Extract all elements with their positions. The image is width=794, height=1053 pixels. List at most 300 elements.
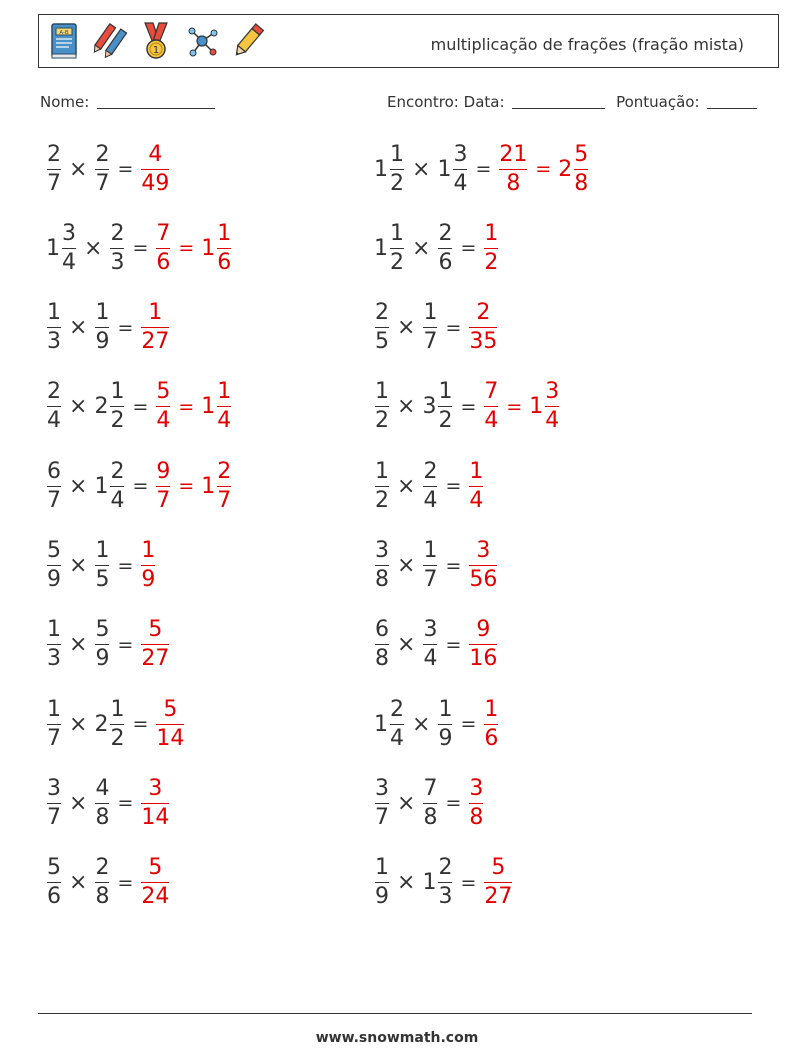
operand-a (46, 775, 62, 830)
denominator: 8 (423, 804, 438, 830)
numerator: 2 (217, 458, 232, 484)
numerator: 3 (469, 775, 484, 801)
numerator: 21 (499, 141, 528, 167)
fraction (468, 619, 498, 670)
whole-number: 1 (94, 473, 109, 499)
denominator: 6 (47, 884, 61, 910)
fraction (374, 302, 390, 353)
numerator: 3 (453, 141, 468, 167)
answer (155, 381, 232, 432)
operand-a (46, 458, 62, 513)
denominator: 2 (390, 249, 404, 275)
numerator: 1 (375, 379, 389, 405)
answer-fraction (140, 619, 170, 670)
times-sign: × (397, 632, 416, 658)
answer-fraction (498, 141, 528, 196)
numerator: 1 (110, 696, 125, 722)
fraction (374, 540, 390, 591)
fraction (46, 141, 62, 196)
denominator: 7 (47, 487, 61, 513)
fraction (468, 775, 484, 830)
numerator: 1 (95, 300, 110, 326)
times-sign: × (69, 711, 88, 737)
operand-b (94, 775, 110, 830)
equals-sign: = (445, 792, 462, 815)
operand-a (46, 857, 62, 908)
numerator: 1 (438, 379, 453, 405)
denominator: 7 (95, 170, 110, 196)
equals-sign: = (460, 713, 477, 736)
numerator: 1 (148, 300, 163, 326)
answer (140, 141, 170, 196)
denominator: 3 (47, 329, 61, 355)
header-icons (45, 21, 267, 61)
numerator: 5 (95, 617, 110, 643)
numerator: 1 (141, 538, 156, 563)
problem-item (46, 295, 170, 361)
fraction (422, 619, 438, 670)
operand-b (422, 302, 438, 353)
denominator: 4 (423, 487, 438, 513)
numerator: 2 (423, 458, 438, 484)
fraction (389, 141, 405, 196)
problem-item (46, 453, 232, 519)
denominator: 3 (438, 884, 453, 910)
footer-url: www.snowmath.com (315, 1030, 479, 1046)
denominator: 4 (110, 487, 125, 513)
times-sign: × (69, 156, 88, 182)
operand-a (46, 619, 62, 670)
numerator: 1 (423, 538, 438, 563)
denominator: 7 (217, 487, 232, 513)
numerator: 3 (375, 775, 389, 801)
equals-sign: = (117, 554, 134, 577)
problem-item (46, 136, 170, 202)
problem-item (46, 374, 232, 440)
numerator: 1 (47, 617, 61, 643)
book-cover-label: A-B (59, 29, 69, 36)
fraction (422, 302, 438, 353)
fraction (389, 220, 405, 275)
encounter-date-score-fields (387, 93, 757, 111)
problem-item (46, 533, 156, 599)
numerator: 1 (47, 300, 61, 326)
numerator: 5 (148, 855, 163, 881)
numerator: 2 (438, 220, 453, 246)
denominator: 14 (156, 725, 185, 751)
numerator: 1 (390, 141, 404, 167)
answer-fraction (140, 540, 156, 591)
denominator: 8 (375, 646, 389, 672)
whole-number: 1 (201, 235, 216, 261)
denominator: 9 (438, 725, 453, 751)
numerator: 2 (47, 379, 61, 405)
denominator: 6 (438, 249, 453, 275)
operand-a (46, 141, 62, 196)
operand-a (374, 696, 405, 751)
equals-sign: = (460, 237, 477, 260)
denominator: 4 (217, 408, 232, 434)
denominator: 27 (141, 329, 170, 355)
operand-a (374, 857, 390, 908)
problem-item (374, 374, 560, 440)
answer (468, 458, 484, 513)
operand-b (94, 458, 125, 513)
equals-sign: = (460, 395, 477, 418)
times-sign: × (69, 870, 88, 896)
times-sign: × (69, 553, 88, 578)
name-blank[interactable] (97, 95, 215, 109)
fraction (109, 381, 125, 432)
denominator: 7 (156, 487, 171, 513)
denominator: 9 (95, 329, 110, 355)
numerator: 9 (156, 458, 171, 484)
fraction (46, 857, 62, 908)
fraction (155, 696, 185, 751)
equals-sign: = (132, 237, 149, 260)
denominator: 7 (47, 804, 61, 830)
fraction (94, 540, 110, 591)
whole-number: 1 (46, 235, 60, 261)
denominator: 4 (423, 646, 438, 672)
fraction (483, 696, 499, 751)
numerator: 5 (156, 379, 171, 405)
times-sign: × (397, 394, 416, 420)
answer (155, 220, 232, 275)
operand-b (422, 381, 453, 432)
molecule-icon (183, 21, 221, 61)
equals-sign: = (506, 395, 523, 418)
denominator: 2 (438, 408, 453, 434)
worksheet-title: multiplicação de frações (fração mista) (430, 35, 744, 54)
numerator: 5 (574, 141, 589, 167)
fraction (216, 458, 232, 513)
equals-sign: = (475, 158, 492, 180)
denominator: 8 (469, 804, 484, 830)
operand-a (374, 619, 390, 670)
whole-number: 1 (201, 394, 216, 420)
denominator: 49 (141, 170, 170, 196)
equals-sign: = (132, 713, 149, 736)
answer-mixed-number (201, 220, 232, 275)
operand-b (437, 141, 468, 196)
equals-sign: = (117, 316, 134, 339)
denominator: 27 (484, 884, 513, 910)
problem-item (374, 533, 498, 599)
numerator: 2 (95, 855, 110, 881)
answer-fraction (140, 775, 170, 830)
numerator: 6 (47, 458, 61, 484)
numerator: 2 (95, 141, 110, 167)
fraction (422, 458, 438, 513)
times-sign: × (69, 790, 88, 816)
worksheet-header (38, 14, 779, 68)
whole-number: 2 (94, 711, 109, 737)
times-sign: × (69, 315, 88, 341)
numerator: 2 (110, 220, 125, 246)
pencil-icon (229, 21, 267, 61)
times-sign: × (69, 473, 88, 499)
score-label: Pontuação: (616, 93, 700, 111)
fraction (140, 857, 170, 908)
times-sign: × (412, 235, 431, 261)
fraction (46, 458, 62, 513)
denominator: 7 (47, 725, 61, 751)
denominator: 9 (141, 567, 156, 592)
times-sign: × (397, 870, 416, 896)
problem-item (374, 453, 484, 519)
numerator: 7 (156, 220, 171, 246)
denominator: 5 (375, 329, 389, 355)
fraction (374, 381, 390, 432)
numerator: 3 (62, 220, 76, 246)
answer (483, 696, 499, 751)
equals-sign: = (117, 871, 134, 894)
answer-fraction (155, 220, 171, 275)
answer-fraction (468, 540, 498, 591)
numerator: 5 (47, 538, 61, 563)
operand-a (374, 458, 390, 513)
denominator: 35 (469, 329, 498, 355)
whole-number: 2 (94, 394, 109, 420)
numerator: 3 (476, 538, 491, 563)
numerator: 2 (476, 300, 491, 326)
denominator: 4 (453, 170, 468, 196)
fraction (94, 302, 110, 353)
fraction (61, 220, 77, 275)
whole-number: 1 (374, 711, 388, 737)
denominator: 2 (390, 170, 404, 196)
equals-sign: = (117, 158, 134, 180)
fraction (155, 381, 171, 432)
fraction (140, 141, 170, 196)
numerator: 7 (423, 775, 438, 801)
numerator: 1 (484, 220, 499, 246)
answer-fraction (468, 775, 484, 830)
answer-fraction (140, 302, 170, 353)
fraction (109, 696, 125, 751)
answer (468, 619, 498, 670)
numerator: 1 (47, 696, 61, 722)
equals-sign: = (178, 475, 195, 498)
denominator: 8 (95, 804, 110, 830)
fraction (389, 696, 405, 751)
denominator: 3 (47, 646, 61, 672)
answer (140, 775, 170, 830)
operand-a (46, 220, 77, 275)
fraction (422, 540, 438, 591)
answer-fraction (483, 381, 499, 432)
answer-fraction (468, 302, 498, 353)
operand-a (374, 220, 405, 275)
numerator: 1 (423, 300, 438, 326)
equals-sign: = (178, 237, 195, 260)
whole-number: 1 (422, 870, 437, 896)
fraction (216, 381, 232, 432)
whole-number: 1 (374, 235, 388, 261)
answer (468, 540, 498, 591)
denominator: 9 (95, 646, 110, 672)
answer (155, 458, 232, 513)
problem-item (46, 850, 170, 916)
numerator: 2 (375, 300, 389, 326)
problem-item (46, 770, 170, 836)
denominator: 56 (469, 567, 498, 592)
fraction (452, 141, 468, 196)
times-sign: × (397, 790, 416, 816)
equals-sign: = (460, 871, 477, 894)
equals-sign: = (445, 633, 462, 656)
problem-item (374, 850, 513, 916)
problem-item (374, 770, 484, 836)
operand-b (94, 696, 125, 751)
fraction (573, 141, 589, 196)
answer (483, 381, 560, 432)
whole-number: 1 (201, 473, 216, 499)
denominator: 2 (375, 487, 389, 513)
numerator: 2 (110, 458, 125, 484)
answer (468, 775, 484, 830)
medal-icon (137, 21, 175, 61)
operand-a (46, 302, 62, 353)
fraction (109, 220, 125, 275)
denominator: 9 (47, 567, 61, 592)
denominator: 9 (375, 884, 389, 910)
crayons-icon (91, 21, 129, 61)
fraction (94, 857, 110, 908)
operand-a (46, 381, 62, 432)
fraction (544, 381, 560, 432)
fraction (94, 775, 110, 830)
fraction (140, 619, 170, 670)
answer (483, 220, 499, 275)
problem-item (46, 215, 232, 281)
equals-sign: = (535, 158, 552, 180)
denominator: 4 (62, 249, 76, 275)
whole-number: 2 (558, 156, 573, 182)
numerator: 1 (95, 538, 110, 563)
answer-fraction (155, 381, 171, 432)
operand-b (422, 540, 438, 591)
numerator: 3 (375, 538, 389, 563)
numerator: 2 (47, 141, 61, 167)
denominator: 4 (545, 408, 560, 434)
numerator: 1 (484, 696, 499, 722)
answer (140, 302, 170, 353)
medal-number: 1 (152, 45, 160, 56)
operand-b (437, 220, 453, 275)
times-sign: × (397, 553, 416, 578)
answer-fraction (483, 857, 513, 908)
whole-number: 3 (422, 394, 437, 420)
fraction (46, 540, 62, 591)
answer (498, 141, 589, 196)
fraction (216, 220, 232, 275)
fraction (437, 381, 453, 432)
whole-number: 1 (437, 156, 452, 182)
whole-number: 1 (374, 156, 388, 182)
fraction (374, 458, 390, 513)
operand-b (109, 220, 125, 275)
numerator: 5 (163, 696, 178, 722)
equals-sign: = (117, 792, 134, 815)
operand-b (422, 619, 438, 670)
answer (483, 857, 513, 908)
numerator: 2 (390, 696, 404, 722)
problem-item (374, 215, 499, 281)
footer-divider (38, 1013, 752, 1014)
equals-sign: = (132, 475, 149, 498)
fraction (155, 220, 171, 275)
operand-b (422, 775, 438, 830)
denominator: 6 (484, 725, 499, 751)
equals-sign: = (445, 475, 462, 498)
answer-fraction (155, 458, 171, 513)
fraction (140, 775, 170, 830)
whole-number: 1 (529, 394, 544, 420)
numerator: 3 (423, 617, 438, 643)
denominator: 7 (423, 567, 438, 592)
denominator: 4 (390, 725, 404, 751)
fraction (140, 302, 170, 353)
answer-fraction (483, 696, 499, 751)
fraction (483, 381, 499, 432)
answer-mixed-number (558, 141, 589, 196)
operand-a (374, 381, 390, 432)
operand-b (94, 302, 110, 353)
operand-b (94, 540, 110, 591)
answer-fraction (468, 458, 484, 513)
problem-item (46, 691, 185, 757)
answer-fraction (140, 141, 170, 196)
denominator: 4 (469, 487, 484, 513)
numerator: 3 (47, 775, 61, 801)
equals-sign: = (445, 316, 462, 339)
score-blank[interactable] (707, 95, 757, 109)
times-sign: × (84, 235, 103, 261)
operand-b (437, 696, 453, 751)
fraction (422, 775, 438, 830)
fraction (46, 302, 62, 353)
denominator: 7 (375, 804, 389, 830)
denominator: 5 (95, 567, 110, 592)
answer (140, 540, 156, 591)
times-sign: × (397, 473, 416, 499)
denominator: 14 (141, 804, 170, 830)
answer-mixed-number (201, 381, 232, 432)
date-blank[interactable] (512, 95, 605, 109)
numerator: 7 (484, 379, 499, 405)
numerator: 5 (47, 855, 61, 881)
encounter-label: Encontro: (387, 93, 459, 111)
fraction (109, 458, 125, 513)
equals-sign: = (178, 395, 195, 418)
operand-b (94, 381, 125, 432)
fraction (483, 857, 513, 908)
fraction (94, 619, 110, 670)
times-sign: × (69, 394, 88, 420)
operand-a (374, 302, 390, 353)
fraction (498, 141, 528, 196)
operand-a (46, 540, 62, 591)
times-sign: × (412, 711, 431, 737)
operand-a (374, 775, 390, 830)
denominator: 27 (141, 646, 170, 672)
problem-item (374, 295, 498, 361)
answer (140, 857, 170, 908)
equals-sign: = (445, 554, 462, 577)
numerator: 1 (438, 696, 453, 722)
